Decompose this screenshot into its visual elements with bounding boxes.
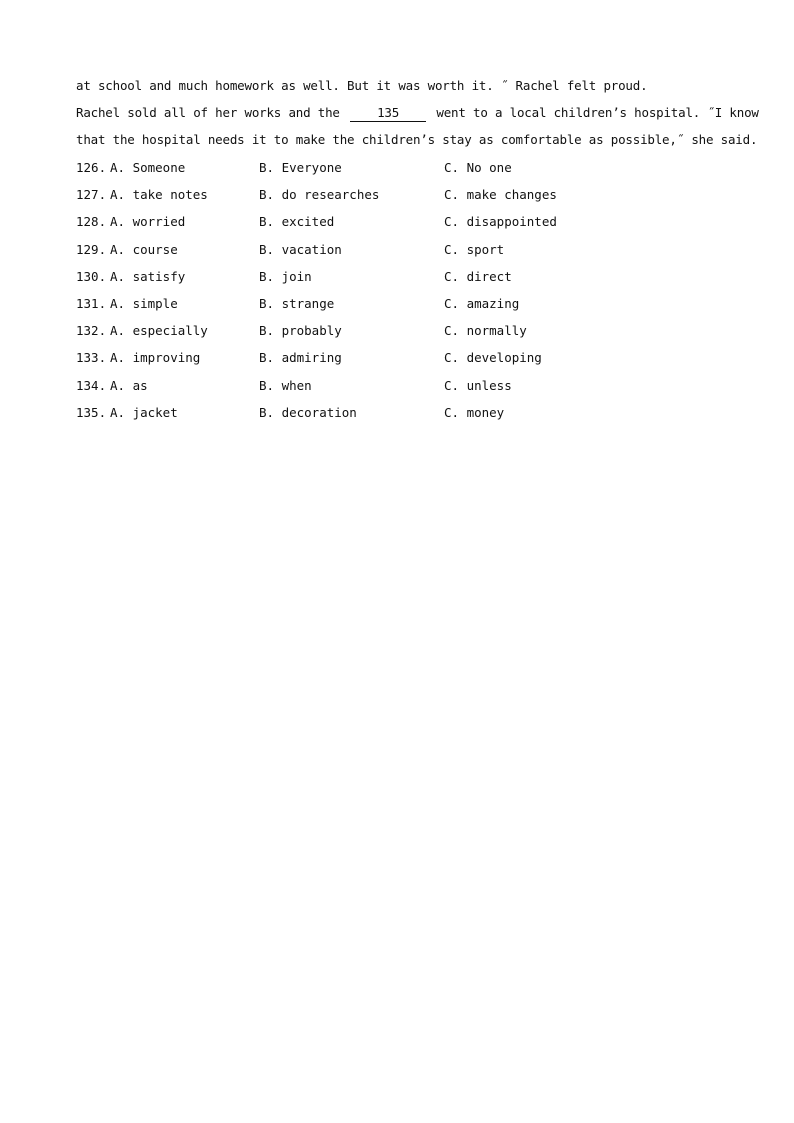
option-a: A. take notes (110, 187, 208, 203)
option-b: B. admiring (259, 350, 342, 366)
option-a: A. course (110, 241, 178, 257)
option-a: A. Someone (110, 160, 186, 175)
question-number: 130. (76, 268, 107, 284)
blank-135: 135 (350, 105, 426, 122)
passage-line-2-after: went to a local children’s hospital. ˝I know (436, 105, 759, 120)
option-a: A. especially (110, 323, 208, 339)
option-c: C. disappointed (444, 214, 557, 230)
passage-line-2 (76, 103, 759, 130)
question-row (76, 158, 726, 185)
question-row (76, 376, 726, 403)
option-b: B. join (259, 268, 312, 284)
option-b: B. probably (259, 323, 342, 339)
option-c: C. amazing (444, 295, 520, 311)
option-a: A. worried (110, 214, 186, 230)
question-row (76, 240, 726, 267)
option-b: B. strange (259, 295, 335, 311)
question-row (76, 321, 726, 348)
question-row (76, 267, 726, 294)
question-number: 134. (76, 377, 107, 393)
question-number: 129. (76, 241, 107, 257)
option-c: C. unless (444, 377, 512, 393)
question-row (76, 185, 726, 212)
question-number: 132. (76, 323, 107, 339)
option-a: A. satisfy (110, 268, 186, 284)
question-number: 135. (76, 404, 107, 420)
option-b: B. do researches (259, 187, 380, 203)
option-c: C. direct (444, 268, 512, 284)
question-row (76, 294, 726, 321)
option-a: A. simple (110, 295, 178, 311)
passage-line-3: that the hospital needs it to make the children’s stay as comfortable as possible,˝ she said. (76, 132, 758, 147)
option-c: C. make changes (444, 187, 557, 203)
option-a: A. as (110, 377, 148, 393)
question-row (76, 212, 726, 239)
option-b: B. excited (259, 214, 335, 230)
option-b: B. vacation (259, 241, 342, 257)
question-number: 133. (76, 350, 107, 366)
option-b: B. Everyone (259, 160, 342, 175)
option-c: C. normally (444, 323, 527, 339)
option-c: C. sport (444, 241, 505, 257)
passage-line-2-before: Rachel sold all of her works and the (76, 105, 340, 120)
question-number: 128. (76, 214, 107, 230)
question-number: 131. (76, 295, 107, 311)
option-a: A. improving (110, 350, 201, 366)
question-number: 126. (76, 160, 107, 175)
reading-passage (76, 76, 759, 157)
option-c: C. money (444, 404, 505, 420)
question-row (76, 403, 726, 430)
question-row (76, 348, 726, 375)
option-a: A. jacket (110, 404, 178, 420)
option-b: B. when (259, 377, 312, 393)
option-c: C. developing (444, 350, 542, 366)
passage-line-1: at school and much homework as well. But it was worth it. ˝ Rachel felt proud. (76, 78, 648, 93)
option-c: C. No one (444, 160, 512, 175)
answer-options-list (76, 158, 726, 430)
question-number: 127. (76, 187, 107, 203)
option-b: B. decoration (259, 404, 357, 420)
